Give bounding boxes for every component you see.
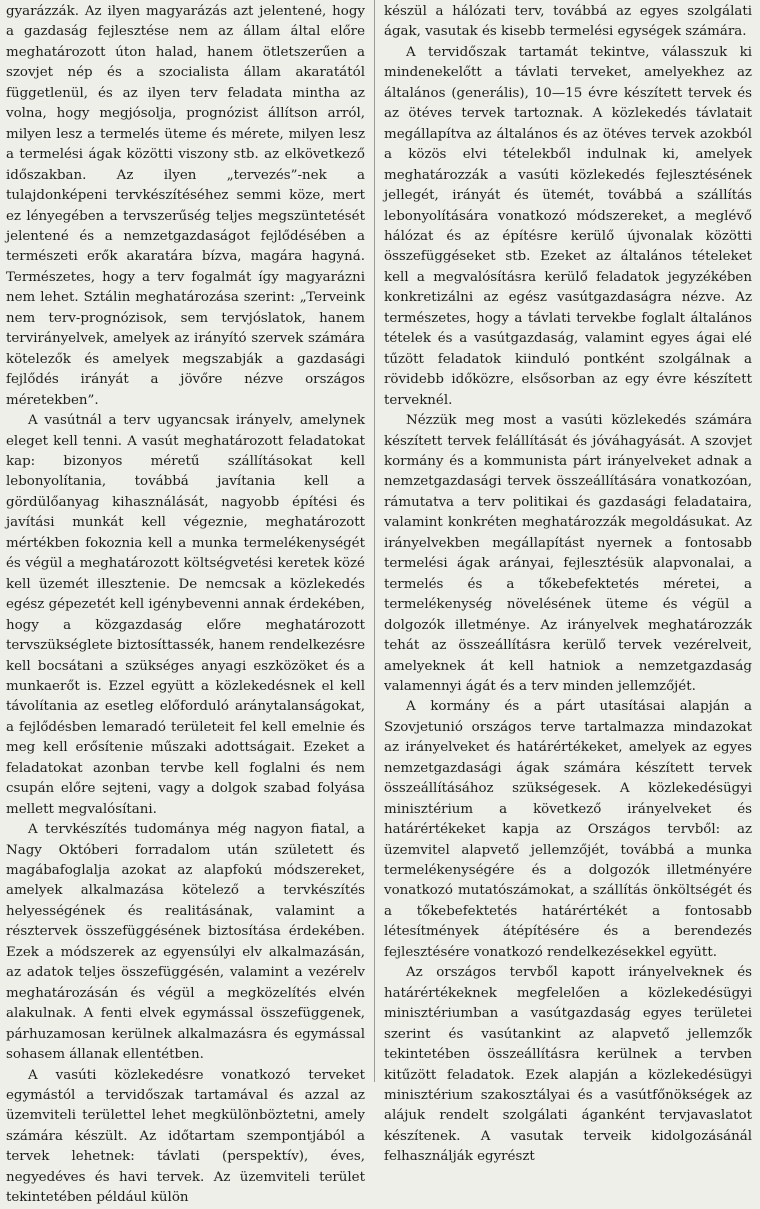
paragraph: készül a hálózati terv, továbbá az egyes szolgálati ágak, vasutak és kisebb termelési egységek számára. — [384, 4, 752, 40]
paragraph: Az országos tervből kapott irányelveknek és határértékeknek megfelelően a közlekedésügyi minisztériumban a vasútgazdaság egyes területei szerint és vasútankint az alapvető jellemzők tekintetében összeállításra kerülnek a tervben kitűzött feladatok. Ezek alapján a közlekedésügyi minisztérium szakosztályai és a vasútfőnökségek az alájuk rendelt szolgálati áganként tervjavaslatot készítenek. A vasutak terveik kidolgozásánál felhasználják egyrészt — [384, 965, 752, 1165]
paragraph: Nézzük meg most a vasúti közlekedés számára készített tervek felállítását és jóváhagyását. A szovjet kormány és a kommunista párt irányelveket adnak a nemzetgazdasági tervek összeállítására vonatkozóan, rámutatva a terv politikai és gazdasági feladataira, valamint konkréten meghatározzák megoldásukat. Az irányelvekben megállapítást nyernek a fontosabb termelési ágak arányai, fejlesztésük alapvonalai, a termelés és a tőkebefektetés méretei, a termelékenység növelésének üteme és végül a dolgozók illetménye. Az irányelvek meghatározzák tehát az összeállításra kerülő tervek vezérelveit, amelyeknek át kell hatniok a nemzetgazdaság valamennyi ágát és a terv minden jellemzőjét. — [384, 413, 752, 694]
paragraph: A tervidőszak tartamát tekintve, válasszuk ki mindenekelőtt a távlati terveket, amelyekhez az általános (generális), 10—15 évre készített tervek és az ötéves tervek tartoznak. A közlekedés távlatait megállapítva az általános és az ötéves tervek azokból a közös elvi tételekből indulnak ki, amelyek meghatározzák a vasúti közlekedés fejlesztésének jellegét, irányát és ütemét, továbbá a szállítás lebonyolítására vonatkozó módszereket, a meglévő hálózat és az építésre kerülő újvonalak közötti összefüggéseket stb. Ezeket az általános tételeket kell a megvalósításra kerülő feladatok jegyzékében konkretizálni az egész vasútgazdaságra nézve. Az természetes, hogy a távlati tervekbe foglalt általános tételek és a vasútgazdaság, valamint egyes ágai elé tűzött feladatok kiinduló pontként szolgálnak a rövidebb időközre, elsősorban az egy évre készített terveknél. — [384, 44, 752, 408]
left-column — [6, 2, 365, 1206]
paragraph: A kormány és a párt utasításai alapján a Szovjetunió országos terve tartalmazza mindazokat az irányelveket és határértékeket, amelyek az egyes nemzetgazdasági ágak számára készített tervek összeállításához szükségesek. A közlekedésügyi minisztérium a következő irányelveket és határértékeket kapja az Országos tervből: az üzemvitel alapvető jellemzőjét, továbbá a munka termelékenységére és a dolgozók illetményére vonatkozó mutatószámokat, a szállítás önköltségét és a tőkebefektetés határértékét a fontosabb létesítmények átépítésére és a berendezés fejlesztésére vonatkozó rendelkezésekkel együtt. — [384, 699, 752, 960]
paragraph: gyarázzák. Az ilyen magyarázás azt jelentené, hogy a gazdaság fejlesztése nem az állam által előre meghatározott úton halad, hanem ötletszerűen a szovjet nép és a szocialista állam akaratától függetlenül, és az ilyen terv feladata mintha az volna, hogy megjósolja, prognózist állítson arról, milyen lesz a termelés üteme és mérete, milyen lesz a termelési ágak közötti viszony stb. az elkövetkező időszakban. Az ilyen „tervezés”-nek a tulajdonképeni tervkészítéséhez semmi köze, mert ez lényegében a tervszerűség teljes megszüntetését jelentené és a nemzetgazdaságot fejlődésében a természeti erők akaratára bízva, magára hagyná. Természetes, hogy a terv fogalmát így magyarázni nem lehet. Sztálin meghatározása szerint: „Terveink nem terv-prognózisok, sem tervjóslatok, hanem tervirányelvek, amelyek az irányító szervek számára kötelezők és amelyek megszabják a gazdasági fejlődés irányát a jövőre nézve országos méretekben”. — [6, 4, 365, 408]
paragraph: A tervkészítés tudománya még nagyon fiatal, a Nagy Októberi forradalom után született és magábafoglalja azokat az alapfokú módszereket, amelyek alkalmazása kötelező a tervkészítés helyességének és realitásának, valamint a résztervek összefüggésének biztosítása érdekében. Ezek a módszerek az egyensúlyi elv alkalmazásán, az adatok teljes összefüggésén, valamint a vezérelv meghatározásán és végül a megközelítés elvén alakulnak. A fenti elvek egymással összefüggenek, párhuzamosan kerülnek alkalmazásra és egymással sohasem állanak ellentétben. — [6, 822, 365, 1063]
column-divider — [374, 0, 375, 1082]
paragraph: A vasúti közlekedésre vonatkozó terveket egymástól a tervidőszak tartamával és azzal az üzemviteli területtel lehet megkülönböztetni, amely számára készült. Az időtartam szempontjából a tervek lehetnek: távlati (perspektív), éves, negyedéves és havi tervek. Az üzemviteli terület tekintetében például külön — [6, 1067, 365, 1206]
right-column — [384, 2, 752, 1165]
paragraph: A vasútnál a terv ugyancsak irányelv, amelynek eleget kell tenni. A vasút meghatározott feladatokat kap: bizonyos méretű szállításokat kell lebonyolítania, továbbá javítania kell a gördülőanyag kihasználását, nagyobb építési és javítási munkát kell végeznie, meghatározott mértékben fokoznia kell a munka termelékenységét és végül a meghatározott költségvetési keretek közé kell üzemét illesztenie. De nemcsak a közlekedés egész gépezetét kell igénybevenni annak érdekében, hogy a közgazdaság előre meghatározott tervszükséglete biztosíttassék, hanem rendelkezésre kell bocsátani a szükséges anyagi eszközöket és a munkaerőt is. Ezzel együtt a közlekedésnek el kell távolítania az esetleg előforduló aránytalanságokat, a fejlődésben lemaradó területeit fel kell emelnie és meg kell erősítenie műszaki adottságait. Ezeket a feladatokat azonban tervbe kell foglalni és nem csupán előre sejteni, vagy a dolgok szabad folyása mellett megvalósítani. — [6, 413, 365, 817]
